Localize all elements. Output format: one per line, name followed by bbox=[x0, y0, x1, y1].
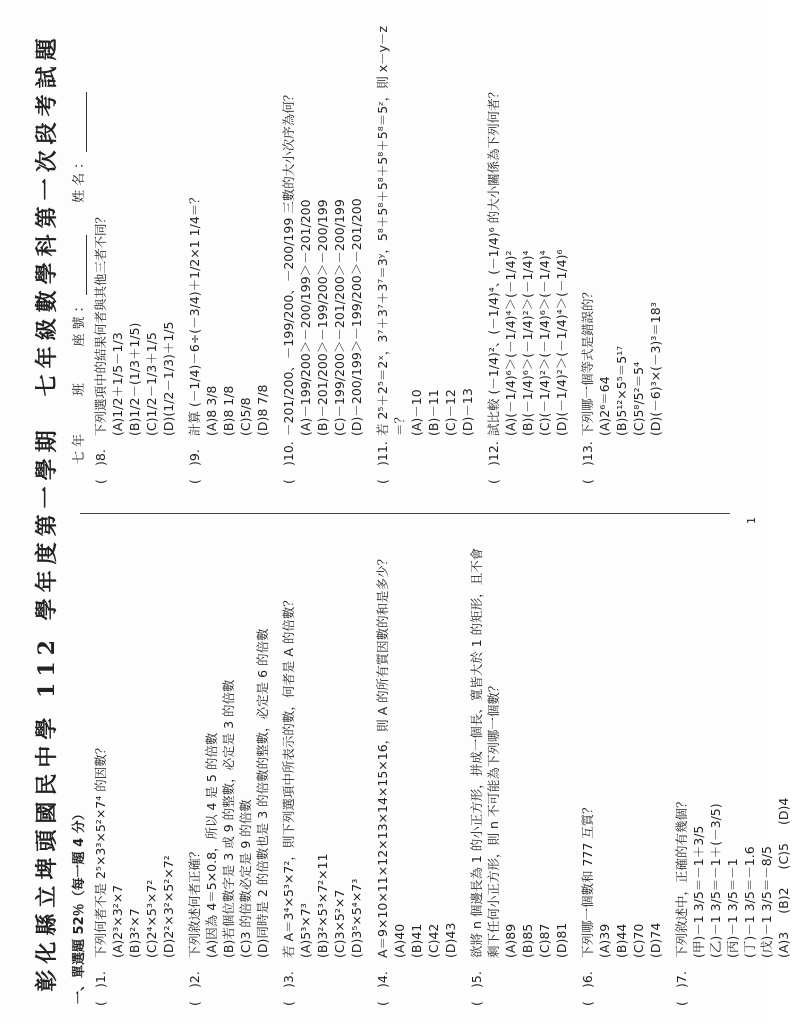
question-stem: 下列敘述何者正確？ bbox=[187, 845, 202, 958]
answer-option: (B)(－1/4)⁶＞(－1/4)²＞(－1/4)⁴ bbox=[520, 250, 535, 436]
answer-choice: (B)2 bbox=[776, 887, 791, 914]
answer-option: (C)3 的倍數必定是 9 的倍數 bbox=[238, 799, 253, 958]
question-stem: 下列哪一個數和 777 互質？ bbox=[580, 801, 595, 958]
answer-option: (丁)－1 3/5＝－1.6 bbox=[742, 846, 757, 958]
answer-paren[interactable]: ( bbox=[281, 479, 296, 484]
answer-option: (D)(－1/4)²＞(－1/4)⁴＞(－1/4)⁶ bbox=[554, 249, 569, 436]
answer-option: (C)(－1/4)²＞(－1/4)⁶＞(－1/4)⁴ bbox=[537, 250, 552, 436]
answer-option: (B)44 bbox=[614, 923, 629, 958]
answer-option: (D)(－6)³×(－3)³＝18³ bbox=[648, 302, 663, 436]
class-label: 七年 班 bbox=[72, 378, 87, 464]
answer-option: (B)8 1/8 bbox=[221, 385, 236, 436]
question-stem: 下列選項中的結果何者與其他三者不同？ bbox=[93, 210, 108, 436]
seat-label: 座號： bbox=[72, 295, 87, 347]
answer-option: (甲)－1 3/5＝－1＋3/5 bbox=[691, 825, 706, 958]
question-stem: 試比較 (－1/4)²、(－1/4)⁴、(－1/4)⁶ 的大小關係為下列何者？ bbox=[486, 85, 501, 436]
answer-option: (戊)－1 3/5＝－8/5 bbox=[759, 846, 774, 958]
question-number: )3. bbox=[281, 971, 296, 988]
answer-choice: (A)3 bbox=[776, 931, 791, 958]
answer-option: (C)－199/200＞－201/200＞－200/199 bbox=[332, 199, 347, 436]
answer-option: (A)39 bbox=[597, 923, 612, 958]
answer-option: (D)－13 bbox=[460, 388, 475, 436]
question-item bbox=[186, 14, 271, 484]
answer-option: (A)(－1/4)⁶＞(－1/4)⁴＞(－1/4)² bbox=[503, 250, 518, 436]
question-number: )4. bbox=[375, 971, 390, 988]
page-number: 1 bbox=[745, 517, 758, 524]
seat-blank bbox=[74, 235, 87, 295]
answer-option: (C)42 bbox=[426, 923, 441, 958]
answer-choice: (C)5 bbox=[776, 843, 791, 870]
answer-option: (丙)－1 3/5＝－1 bbox=[725, 858, 740, 958]
answer-choice: (D)4 bbox=[776, 797, 791, 825]
answer-option: (A)40 bbox=[392, 923, 407, 958]
answer-paren[interactable]: ( bbox=[93, 479, 108, 484]
question-item bbox=[92, 14, 177, 484]
answer-paren[interactable]: ( bbox=[375, 1001, 390, 1006]
answer-option: (C)－12 bbox=[443, 389, 458, 436]
question-item bbox=[579, 536, 664, 1006]
answer-option: (D)43 bbox=[443, 922, 458, 958]
question-number: )8. bbox=[93, 449, 108, 466]
question-number: )13. bbox=[580, 441, 595, 466]
question-item bbox=[485, 14, 570, 484]
answer-option: (C)87 bbox=[537, 923, 552, 958]
answer-paren[interactable]: ( bbox=[281, 1001, 296, 1006]
question-number: )6. bbox=[580, 971, 595, 988]
answer-option: (A)2⁶＝64 bbox=[597, 376, 612, 436]
question-item bbox=[92, 536, 177, 1006]
question-item bbox=[280, 536, 365, 1006]
answer-option: (A)因為 4＝5×0.8，所以 4 是 5 的倍數 bbox=[204, 732, 219, 958]
student-info bbox=[68, 24, 87, 464]
answer-option: (D)8 7/8 bbox=[255, 384, 270, 436]
column-divider bbox=[80, 513, 730, 514]
question-stem: 計算 (－1/4)－6÷(－3/4)＋1/2×1 1/4＝？ bbox=[187, 191, 202, 436]
question-stem: 若 A＝3⁴×5³×7²，則下列選項中所表示的數，何者是 A 的倍數？ bbox=[281, 594, 296, 958]
answer-paren[interactable]: ( bbox=[486, 479, 501, 484]
answer-option: (B)85 bbox=[520, 923, 535, 958]
question-number: )2. bbox=[187, 971, 202, 988]
answer-option: (C)2⁴×5³×7² bbox=[144, 879, 159, 958]
question-stem: 下列哪一個等式是錯誤的？ bbox=[580, 285, 595, 436]
answer-option: (A)－10 bbox=[409, 389, 424, 436]
question-number: )5. bbox=[469, 971, 484, 988]
answer-paren[interactable]: ( bbox=[674, 1001, 689, 1006]
answer-option: (B)1/2－(1/3＋1/5) bbox=[127, 322, 142, 436]
question-item bbox=[280, 14, 365, 484]
right-column bbox=[92, 14, 673, 484]
question-stem: 欲將 n 個邊長為 1 的小正方形，拼成一個長、寬皆大於 1 的矩形，且不會剩下任何小正方形，則 n 不可能為下列哪一個數？ bbox=[469, 547, 501, 958]
question-item bbox=[374, 14, 476, 484]
answer-option: (A)89 bbox=[503, 923, 518, 958]
answer-paren[interactable]: ( bbox=[469, 1001, 484, 1006]
answer-paren[interactable]: ( bbox=[580, 479, 595, 484]
name-label: 姓名： bbox=[72, 151, 87, 203]
answer-option: (B)－201/200＞－199/200＞－200/199 bbox=[315, 199, 330, 436]
answer-option: (A)1/2＋1/5－1/3 bbox=[110, 332, 125, 436]
question-number: )7. bbox=[674, 971, 689, 988]
answer-paren[interactable]: ( bbox=[93, 1001, 108, 1006]
answer-option: (D)81 bbox=[554, 922, 569, 958]
answer-option: (A)8 3/8 bbox=[204, 385, 219, 436]
answer-choices-row bbox=[775, 536, 792, 958]
question-stem: 下列何者不是 2⁵×3³×5²×7⁴ 的因數？ bbox=[93, 741, 108, 958]
question-stem: 若 2⁵＋2⁵＝2ˣ，3⁷＋3⁷＋3⁷＝3ʸ，5⁸＋5⁸＋5⁸＋5⁸＋5⁸＝5ᶻ，則 x－y－z＝？ bbox=[375, 25, 407, 436]
answer-option: (B)3²×5³×7²×11 bbox=[315, 853, 330, 958]
answer-option: (B)若個位數字是 3 或 9 的整數，必定是 3 的倍數 bbox=[221, 679, 236, 958]
name-blank bbox=[74, 92, 87, 152]
answer-option: (C)70 bbox=[631, 923, 646, 958]
answer-option: (C)1/2－1/3＋1/5 bbox=[144, 332, 159, 436]
answer-option: (C)5⁸/5²＝5⁴ bbox=[631, 361, 646, 436]
answer-option: (B)41 bbox=[409, 923, 424, 958]
answer-option: (C)5/8 bbox=[238, 397, 253, 436]
answer-paren[interactable]: ( bbox=[187, 1001, 202, 1006]
answer-paren[interactable]: ( bbox=[187, 479, 202, 484]
answer-option: (B)3²×7 bbox=[127, 908, 142, 958]
answer-paren[interactable]: ( bbox=[580, 1001, 595, 1006]
answer-option: (C)3×5²×7 bbox=[332, 889, 347, 958]
answer-option: (乙)－1 3/5＝－1＋(－3/5) bbox=[708, 803, 723, 958]
answer-option: (D)－200/199＞－199/200＞－201/200 bbox=[349, 198, 364, 436]
question-item bbox=[186, 536, 271, 1006]
answer-option: (B)5¹²×5⁵＝5¹⁷ bbox=[614, 345, 629, 436]
section-heading: 一、單選題 52％（每一題 4 分） bbox=[72, 807, 87, 1004]
answer-option: (D)74 bbox=[648, 922, 663, 958]
answer-option: (A)2³×3²×7 bbox=[110, 884, 125, 958]
answer-option: (A)－199/200＞－200/199＞－201/200 bbox=[298, 199, 313, 436]
answer-option: (D)(1/2－1/3)＋1/5 bbox=[161, 321, 176, 436]
left-column bbox=[92, 536, 801, 1006]
question-item bbox=[673, 536, 792, 1006]
question-stem: A＝9×10×11×12×13×14×15×16，則 A 的所有質因數的和是多少？ bbox=[375, 552, 390, 958]
question-stem: 下列敘述中，正確的有幾個？ bbox=[674, 795, 689, 958]
question-item bbox=[579, 14, 664, 484]
answer-option: (D)2²×3²×5²×7² bbox=[161, 855, 176, 958]
exam-title: 彰化縣立埤頭國民中學 112 學年度第一學期 七年級數學科第一次段考試題 bbox=[34, 32, 60, 992]
question-number: )1. bbox=[93, 971, 108, 988]
question-item bbox=[374, 536, 459, 1006]
question-item bbox=[468, 536, 570, 1006]
question-number: )11. bbox=[375, 441, 390, 466]
question-number: )10. bbox=[281, 441, 296, 466]
question-stem: －201/200、－199/200、－200/199 三數的大小次序為何？ bbox=[281, 88, 296, 436]
answer-option: (D)3⁵×5⁴×7³ bbox=[349, 878, 364, 958]
answer-paren[interactable]: ( bbox=[375, 479, 390, 484]
answer-option: (B)－11 bbox=[426, 389, 441, 436]
answer-option: (A)5³×7³ bbox=[298, 903, 313, 958]
question-number: )9. bbox=[187, 449, 202, 466]
answer-option: (D)同時是 2 的倍數也是 3 的倍數的整數，必定是 6 的倍數 bbox=[255, 628, 270, 958]
question-number: )12. bbox=[486, 441, 501, 466]
